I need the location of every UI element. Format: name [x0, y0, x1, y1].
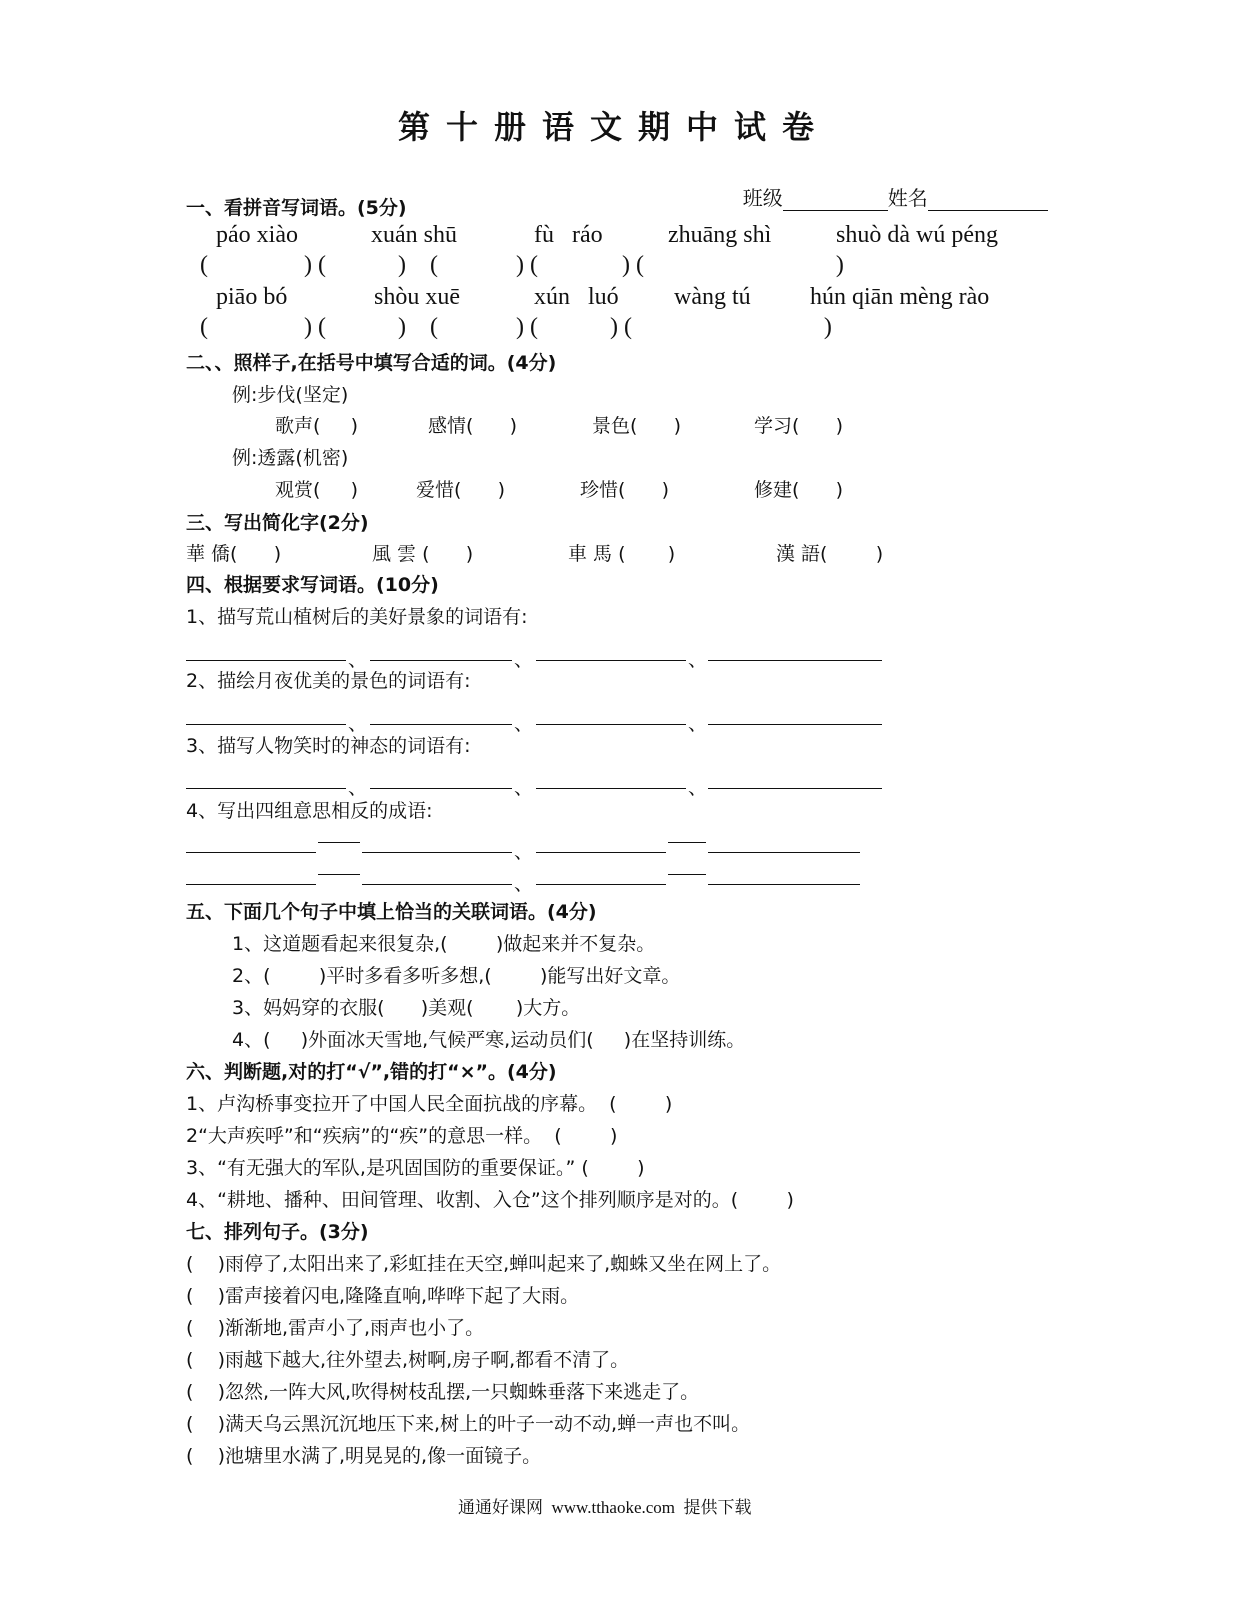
comma-sep: 、	[514, 713, 534, 735]
order-item: ( )雨越下越大,往外望去,树啊,房子啊,都看不清了。	[186, 1349, 630, 1371]
answer-blank[interactable]	[536, 724, 686, 725]
idiom-blank[interactable]	[708, 852, 860, 853]
traditional-item: 漢 語( )	[776, 543, 884, 565]
idiom-blank[interactable]	[708, 884, 860, 885]
judgement-item: 4、“耕地、播种、田间管理、收割、入仓”这个排列顺序是对的。( )	[186, 1189, 794, 1211]
class-blank[interactable]	[783, 192, 888, 211]
pinyin-10: hún qiān mèng rào	[810, 284, 990, 310]
idiom-blank[interactable]	[186, 852, 316, 853]
fill-item: 修建( )	[754, 479, 844, 501]
order-item: ( )满天乌云黑沉沉地压下来,树上的叶子一动不动,蝉一声也不叫。	[186, 1413, 751, 1435]
answer-blank[interactable]	[708, 660, 882, 661]
idiom-blank[interactable]	[536, 852, 666, 853]
question-4-4: 4、写出四组意思相反的成语:	[186, 800, 433, 822]
comma-sep: 、	[688, 713, 708, 735]
conjunction-item: 1、这道题看起来很复杂,( )做起来并不复杂。	[232, 933, 656, 955]
comma-sep: 、	[348, 649, 368, 671]
idiom-blank[interactable]	[536, 884, 666, 885]
judgement-item: 3、“有无强大的军队,是巩固国防的重要保证。” ( )	[186, 1157, 645, 1179]
pinyin-3: fù ráo	[534, 222, 603, 248]
comma-sep: 、	[688, 777, 708, 799]
conjunction-item: 2、( )平时多看多听多想,( )能写出好文章。	[232, 965, 681, 987]
judgement-item: 1、卢沟桥事变拉开了中国人民全面抗战的序幕。 ( )	[186, 1093, 673, 1115]
answer-blank[interactable]	[536, 788, 686, 789]
example-2: 例:透露(机密)	[232, 447, 349, 469]
answer-brackets-row-2[interactable]: ( ) ( ) ( ) ( ) ( )	[200, 314, 832, 340]
section-7-heading: 七、排列句子。(3分)	[186, 1221, 369, 1243]
section-5-heading: 五、下面几个句子中填上恰当的关联词语。(4分)	[186, 901, 597, 923]
comma-sep: 、	[514, 841, 534, 863]
class-name-line	[730, 158, 1048, 211]
idiom-dash	[668, 842, 706, 843]
pinyin-2: xuán shū	[371, 222, 457, 248]
fill-item: 景色( )	[592, 415, 682, 437]
page-title: 第十册语文期中试卷	[398, 108, 831, 146]
answer-brackets-row-1[interactable]: ( ) ( ) ( ) ( ) ( )	[200, 252, 844, 278]
idiom-blank[interactable]	[362, 884, 512, 885]
traditional-item: 風 雲 ( )	[372, 543, 474, 565]
fill-item: 爱惜( )	[416, 479, 506, 501]
fill-item: 珍惜( )	[580, 479, 670, 501]
pinyin-6: piāo bó	[216, 284, 288, 310]
answer-blank[interactable]	[536, 660, 686, 661]
answer-blank[interactable]	[370, 724, 512, 725]
class-label: 班级	[742, 186, 783, 210]
comma-sep: 、	[688, 649, 708, 671]
footer-credit: 通通好课网 www.tthaoke.com 提供下载	[458, 1498, 752, 1517]
pinyin-7: shòu xuē	[374, 284, 460, 310]
section-1-heading: 一、看拼音写词语。(5分)	[186, 197, 407, 219]
order-item: ( )渐渐地,雷声小了,雨声也小了。	[186, 1317, 485, 1339]
name-label: 姓名	[887, 186, 928, 210]
order-item: ( )雷声接着闪电,隆隆直响,哗哗下起了大雨。	[186, 1285, 580, 1307]
order-item: ( )忽然,一阵大风,吹得树枝乱摆,一只蜘蛛垂落下来逃走了。	[186, 1381, 700, 1403]
pinyin-8: xún luó	[534, 284, 619, 310]
conjunction-item: 4、( )外面冰天雪地,气候严寒,运动员们( )在坚持训练。	[232, 1029, 746, 1051]
conjunction-item: 3、妈妈穿的衣服( )美观( )大方。	[232, 997, 581, 1019]
section-6-heading: 六、判断题,对的打“√”,错的打“×”。(4分)	[186, 1061, 557, 1083]
fill-item: 观赏( )	[275, 479, 359, 501]
traditional-item: 車 馬 ( )	[568, 543, 676, 565]
section-3-heading: 三、写出简化字(2分)	[186, 512, 369, 534]
question-4-1: 1、描写荒山植树后的美好景象的词语有:	[186, 606, 528, 628]
idiom-blank[interactable]	[362, 852, 512, 853]
question-4-2: 2、描绘月夜优美的景色的词语有:	[186, 670, 471, 692]
answer-blank[interactable]	[370, 660, 512, 661]
idiom-dash	[318, 842, 360, 843]
pinyin-5: shuò dà wú péng	[836, 222, 998, 248]
pinyin-1: páo xiào	[216, 222, 298, 248]
judgement-item: 2“大声疾呼”和“疾病”的“疾”的意思一样。 ( )	[186, 1125, 618, 1147]
idiom-dash	[318, 874, 360, 875]
traditional-item: 華 僑( )	[186, 543, 282, 565]
idiom-dash	[668, 874, 706, 875]
section-4-heading: 四、根据要求写词语。(10分)	[186, 574, 439, 596]
idiom-blank[interactable]	[186, 884, 316, 885]
comma-sep: 、	[348, 777, 368, 799]
fill-item: 学习( )	[754, 415, 844, 437]
comma-sep: 、	[514, 777, 534, 799]
example-1: 例:步伐(坚定)	[232, 384, 349, 406]
name-blank[interactable]	[928, 192, 1048, 211]
order-item: ( )池塘里水满了,明晃晃的,像一面镜子。	[186, 1445, 542, 1467]
answer-blank[interactable]	[708, 788, 882, 789]
question-4-3: 3、描写人物笑时的神态的词语有:	[186, 735, 471, 757]
comma-sep: 、	[348, 713, 368, 735]
comma-sep: 、	[514, 873, 534, 895]
answer-blank[interactable]	[370, 788, 512, 789]
answer-blank[interactable]	[186, 788, 346, 789]
section-2-heading: 二、、照样子,在括号中填写合适的词。(4分)	[186, 352, 557, 374]
comma-sep: 、	[514, 649, 534, 671]
fill-item: 歌声( )	[275, 415, 359, 437]
answer-blank[interactable]	[708, 724, 882, 725]
order-item: ( )雨停了,太阳出来了,彩虹挂在天空,蝉叫起来了,蜘蛛又坐在网上了。	[186, 1253, 782, 1275]
pinyin-9: wàng tú	[674, 284, 751, 310]
answer-blank[interactable]	[186, 724, 346, 725]
answer-blank[interactable]	[186, 660, 346, 661]
fill-item: 感情( )	[428, 415, 518, 437]
pinyin-4: zhuāng shì	[668, 222, 772, 248]
